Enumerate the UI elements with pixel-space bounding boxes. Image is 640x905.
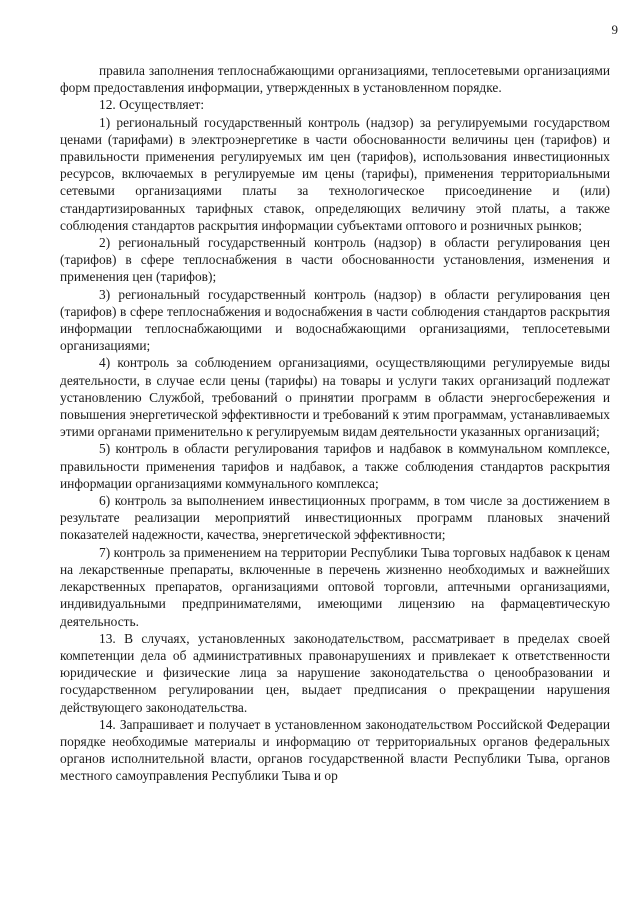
paragraph-subitem-3: 3) региональный государственный контроль (надзор) в области регулирования цен (тарифов) в сфере теплоснабжения и водоснабжения в части соблюдения стандартов раскрытия информации теплоснабжающими и водоснабжающими организациями, теплосетевыми организациями; xyxy=(60,286,610,354)
document-body xyxy=(60,62,610,785)
paragraph-item-14: 14. Запрашивает и получает в установленном законодательством Российской Федерации порядке необходимые материалы и информацию от территориальных органов федеральных органов исполнительной власти, органов государственной власти Республики Тыва, органов местного самоуправления Республики Тыва и ор xyxy=(60,716,610,784)
paragraph-subitem-7: 7) контроль за применением на территории Республики Тыва торговых надбавок к ценам на лекарственные препараты, включенные в перечень жизненно необходимых и важнейших лекарственных препаратов, организациями оптовой торговли, аптечными организациями, индивидуальными предпринимателями, имеющими лицензию на фармацевтическую деятельность. xyxy=(60,544,610,629)
paragraph-continuation: правила заполнения теплоснабжающими организациями, теплосетевыми организациями форм предоставления информации, утвержденных в установленном порядке. xyxy=(60,63,610,96)
paragraph-item-12: 12. Осуществляет: xyxy=(99,97,205,113)
paragraph-item-13: 13. В случаях, установленных законодательством, рассматривает в пределах своей компетенции дела об административных правонарушениях и привлекает к ответственности юридические и физические лица за нарушение законодательства о ценообразовании и государственном регулировании цен, выдает предписания о прекращении нарушения действующего законодательства. xyxy=(60,630,610,715)
paragraph-subitem-2: 2) региональный государственный контроль (надзор) в области регулирования цен (тарифов) в сфере теплоснабжения в части обоснованности установления, изменения и применения цен (тарифов); xyxy=(60,235,610,285)
paragraph-subitem-1: 1) региональный государственный контроль (надзор) за регулируемыми государством ценами (тарифами) в электроэнергетике в части обоснованности величины цен (тарифов) и правильности применения регулируемых им цен (тарифов), использования инвестиционных ресурсов, включаемых в регулируемые им цены (тарифы), применения территориальными сетевыми организациями платы за технологическое присоединение и (или) стандартизированных тарифных ставок, определяющих величину этой платы, а также соблюдения стандартов раскрытия информации субъектами оптового и розничных рынков; xyxy=(60,114,610,233)
paragraph-subitem-6: 6) контроль за выполнением инвестиционных программ, в том числе за достижением в результате реализации мероприятий инвестиционных программ плановых значений показателей надежности, качества, энергетической эффективности; xyxy=(60,493,610,543)
paragraph-subitem-5: 5) контроль в области регулирования тарифов и надбавок в коммунальном комплексе, правильности применения тарифов и надбавок, а также соблюдения стандартов раскрытия информации организациями коммунального комплекса; xyxy=(60,441,610,491)
page-number: 9 xyxy=(611,22,618,37)
paragraph-subitem-4: 4) контроль за соблюдением организациями, осуществляющими регулируемые виды деятельности, в случае если цены (тарифы) на товары и услуги таких организаций подлежат установлению Службой, требований о принятии программ в области энергосбережения и повышения энергетической эффективности и требований к этим программам, устанавливаемых этими органами применительно к регулируемым видам деятельности указанных организаций; xyxy=(60,355,610,440)
